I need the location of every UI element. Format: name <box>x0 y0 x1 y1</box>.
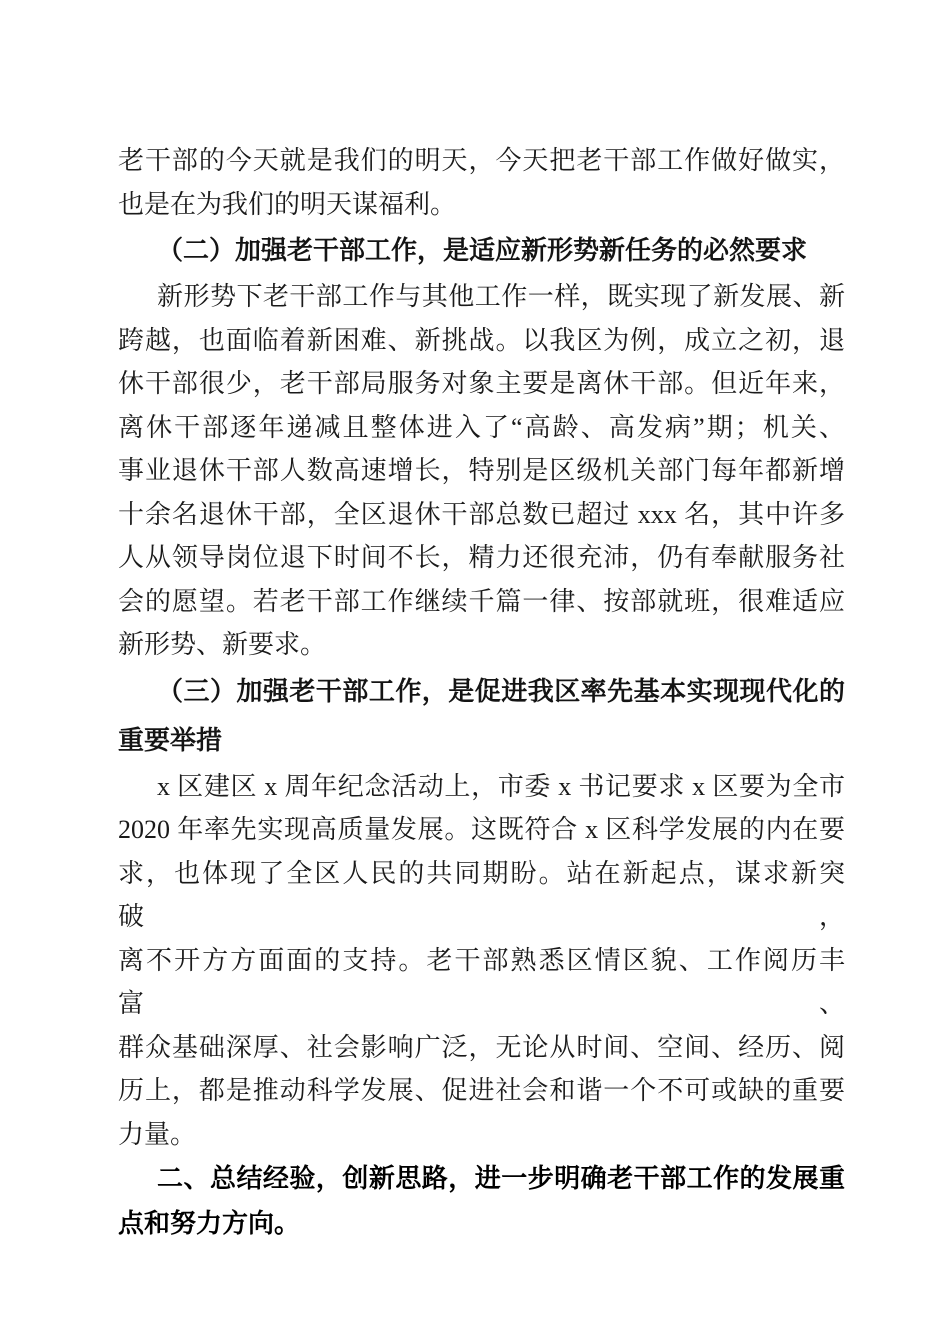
text-line: 离不开方方面面的支持。老干部熟悉区情区貌、工作阅历丰富、 <box>118 945 845 1018</box>
text-line: 人从领导岗位退下时间不长，精力还很充沛，仍有奉献服务社 <box>118 543 845 572</box>
document-content <box>118 139 845 1246</box>
text-line: 也是在为我们的明天谋福利。 <box>118 189 457 219</box>
text-line: 群众基础深厚、社会影响广泛，无论从时间、空间、经历、阅 <box>118 1032 845 1062</box>
paragraph <box>118 275 845 667</box>
text-line: 会的愿望。若老干部工作继续千篇一律、按部就班，很难适应 <box>118 586 845 616</box>
heading-line: （二）加强老干部工作，是适应新形势新任务的必然要求 <box>157 236 808 265</box>
text-line: 休干部很少，老干部局服务对象主要是离休干部。但近年来， <box>118 369 845 398</box>
text-line: 求，也体现了全区人民的共同期盼。站在新起点，谋求新突破， <box>118 858 845 931</box>
kaiti-heading <box>118 667 845 765</box>
heading-line: 重要举措 <box>118 725 223 755</box>
heading-line: 点和努力方向。 <box>118 1208 301 1238</box>
text-line: 十余名退休干部，全区退休干部总数已超过 xxx 名，其中许多 <box>118 499 845 529</box>
paragraph <box>118 139 845 226</box>
text-line: 离休干部逐年递减且整体进入了“高龄、高发病”期；机关、 <box>118 412 845 442</box>
text-line: 事业退休干部人数高速增长，特别是区级机关部门每年都新增 <box>118 456 845 485</box>
paragraph <box>118 765 845 1157</box>
heiti-heading <box>118 1156 845 1246</box>
text-line: 2020 年率先实现高质量发展。这既符合 x 区科学发展的内在要 <box>118 815 845 844</box>
heading-line: 二、总结经验，创新思路，进一步明确老干部工作的发展重 <box>157 1163 845 1193</box>
text-line: 力量。 <box>118 1119 197 1149</box>
text-line: 新形势下老干部工作与其他工作一样，既实现了新发展、新 <box>157 282 845 311</box>
text-line: 新形势、新要求。 <box>118 630 327 659</box>
text-line: 跨越，也面临着新困难、新挑战。以我区为例，成立之初，退 <box>118 325 845 355</box>
kaiti-heading <box>118 226 845 275</box>
text-line: x 区建区 x 周年纪念活动上，市委 x 书记要求 x 区要为全市 <box>157 771 845 801</box>
text-line: 老干部的今天就是我们的明天，今天把老干部工作做好做实， <box>118 146 845 175</box>
heading-line: （三）加强老干部工作，是促进我区率先基本实现现代化的 <box>157 676 845 706</box>
text-line: 历上，都是推动科学发展、促进社会和谐一个不可或缺的重要 <box>118 1076 845 1105</box>
